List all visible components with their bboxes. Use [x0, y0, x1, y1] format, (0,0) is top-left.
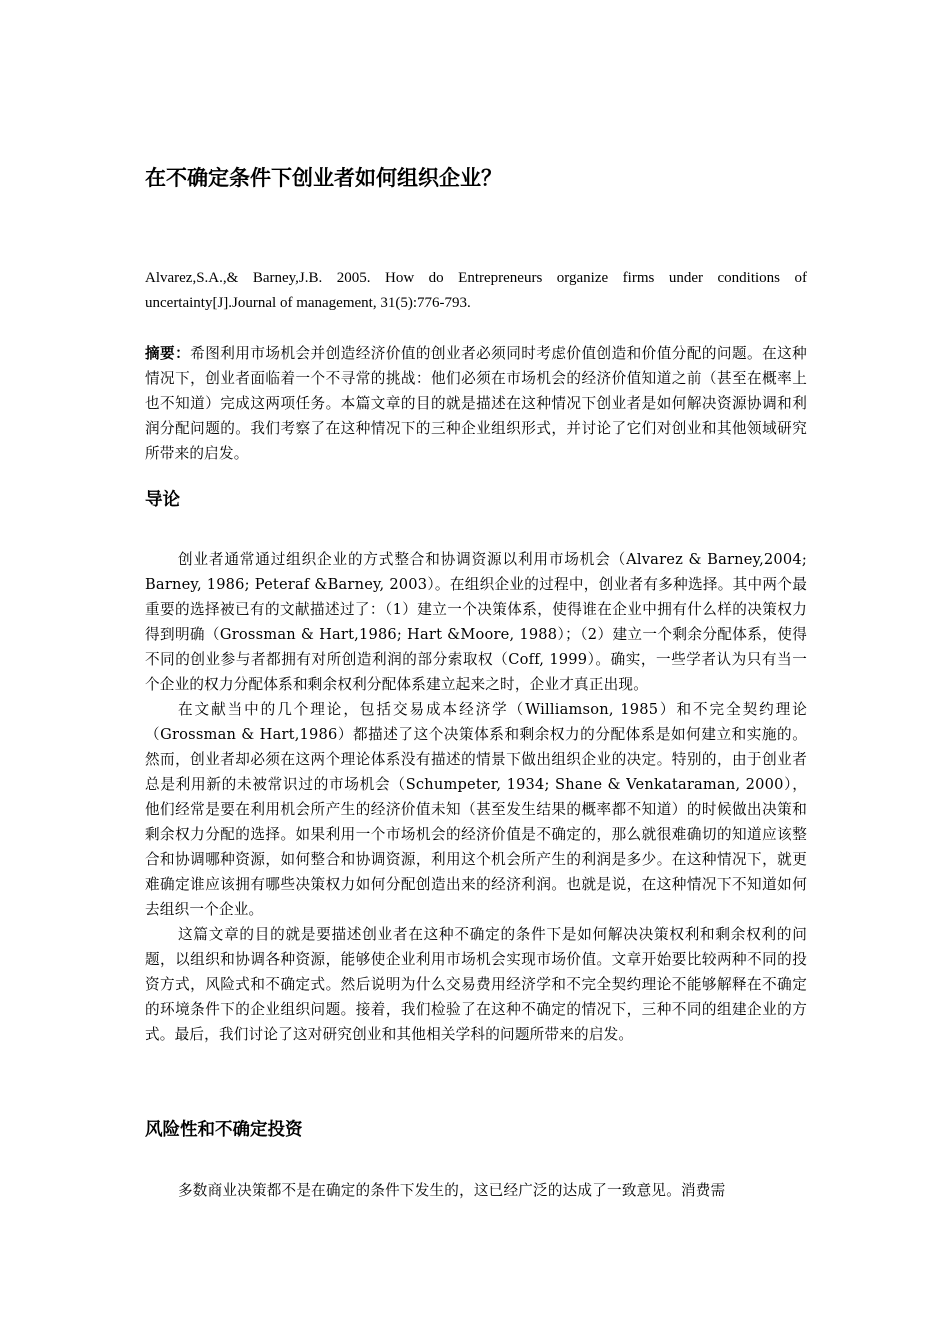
document-title: 在不确定条件下创业者如何组织企业？ — [145, 166, 502, 190]
citation: Alvarez,S.A.,& Barney,J.B. 2005. How do Entrepreneurs organize firms under conditions of uncertainty[J].Journal of management, 31(5):776-793. — [145, 270, 807, 311]
section-heading-introduction: 导论 — [145, 490, 180, 510]
paragraph: 这篇文章的目的就是要描述创业者在这种不确定的条件下是如何解决决策权利和剩余权利的问题，以组织和协调各种资源，能够使企业利用市场机会实现市场价值。文章开始要比较两种不同的投资方式，风险式和不确定式。然后说明为什么交易费用经济学和不完全契约理论不能够解释在不确定的环境条件下的企业组织问题。接着，我们检验了在这种不确定的情况下，三种不同的组建企业的方式。最后，我们讨论了这对研究创业和其他相关学科的问题所带来的启发。 — [145, 926, 807, 1043]
paragraph: 在文献当中的几个理论，包括交易成本经济学（Williamson, 1985）和不完全契约理论（Grossman & Hart,1986）都描述了这个决策体系和剩余权力的分配体系是如何建立和实施的。然而，创业者却必须在这两个理论体系没有描述的情景下做出组织企业的决定。特别的，由于创业者总是利用新的未被常识过的市场机会（Schumpeter, 1934; Shane & Venkataraman, 2000），他们经常是要在利用机会所产生的经济价值未知（甚至发生结果的概率都不知道）的时候做出决策和剩余权力分配的选择。如果利用一个市场机会的经济价值是不确定的，那么就很难确切的知道应该整合和协调哪种资源，如何整合和协调资源，利用这个机会所产生的利润是多少。在这种情况下，就更难确定谁应该拥有哪些决策权力如何分配创造出来的经济利润。也就是说，在这种情况下不知道如何去组织一个企业。 — [145, 701, 807, 918]
introduction-body — [145, 547, 807, 1047]
abstract — [145, 341, 807, 466]
abstract-text: 希图利用市场机会并创造经济价值的创业者必须同时考虑价值创造和价值分配的问题。在这种情况下，创业者面临着一个不寻常的挑战：他们必须在市场机会的经济价值知道之前（甚至在概率上也不知道）完成这两项任务。本篇文章的目的就是描述在这种情况下创业者是如何解决资源协调和利润分配问题的。我们考察了在这种情况下的三种企业组织形式，并讨论了它们对创业和其他领域研究所带来的启发。 — [145, 345, 807, 462]
paragraph: 多数商业决策都不是在确定的条件下发生的，这已经广泛的达成了一致意见。消费需 — [178, 1182, 726, 1199]
risk-section-body — [145, 1178, 807, 1203]
section-heading-risk-uncertainty: 风险性和不确定投资 — [145, 1120, 303, 1140]
paragraph: 创业者通常通过组织企业的方式整合和协调资源以利用市场机会（Alvarez & Barney,2004; Barney, 1986; Peteraf &Barney, 2003）。在组织企业的过程中，创业者有多种选择。其中两个最重要的选择被已有的文献描述过了：（1）建立一个决策体系，使得谁在企业中拥有什么样的决策权力得到明确（Grossman & Hart,1986; Hart &Moore, 1988）；（2）建立一个剩余分配体系，使得不同的创业参与者都拥有对所创造利润的部分索取权（Coff, 1999）。确实，一些学者认为只有当一个企业的权力分配体系和剩余权利分配体系建立起来之时，企业才真正出现。 — [145, 551, 807, 693]
abstract-label: 摘要： — [145, 345, 191, 362]
